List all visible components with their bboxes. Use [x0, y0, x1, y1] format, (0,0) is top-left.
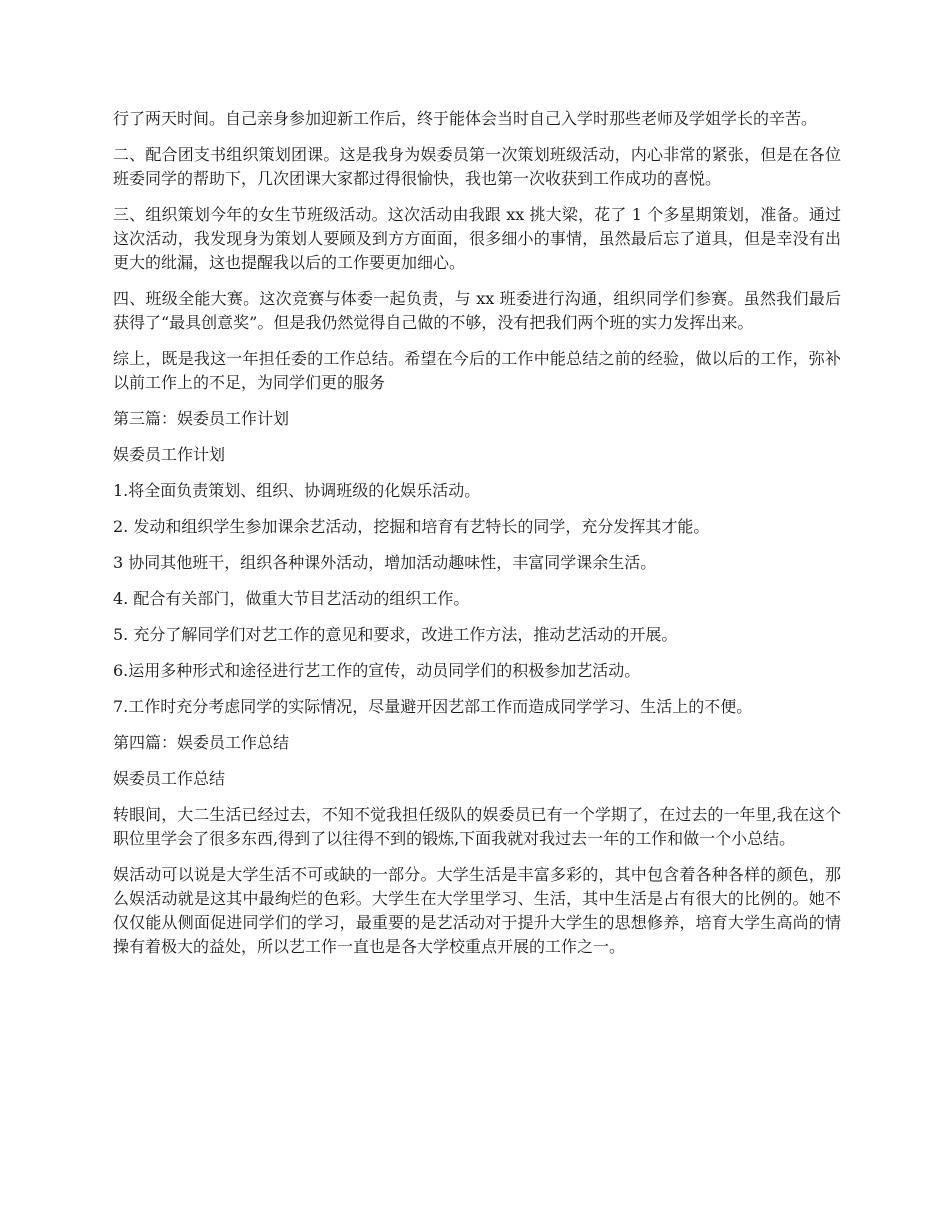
- paragraph: 行了两天时间。自己亲身参加迎新工作后，终于能体会当时自己入学时那些老师及学姐学长的辛苦。: [113, 109, 818, 128]
- list-item: 5. 充分了解同学们对艺工作的意见和要求，改进工作方法，推动艺活动的开展。: [113, 625, 678, 644]
- paragraph: 四、班级全能大赛。这次竞赛与体委一起负责，与 xx 班委进行沟通，组织同学们参赛。虽然我们最后获得了“最具创意奖”。但是我仍然觉得自己做的不够，没有把我们两个班的实力发挥出来。: [113, 289, 841, 332]
- paragraph: 综上，既是我这一年担任委的工作总结。希望在今后的工作中能总结之前的经验，做以后的工作，弥补以前工作上的不足，为同学们更的服务: [113, 349, 841, 392]
- document-body: [113, 107, 841, 971]
- paragraph: 转眼间，大二生活已经过去，不知不觉我担任级队的娱委员已有一个学期了，在过去的一年里,我在这个职位里学会了很多东西,得到了以往得不到的锻炼,下面我就对我过去一年的工作和做一个小总结。: [113, 805, 841, 848]
- section-title: 娱委员工作计划: [113, 445, 226, 464]
- section-title: 娱委员工作总结: [113, 769, 226, 788]
- list-item: 2. 发动和组织学生参加课余艺活动，挖掘和培育有艺特长的同学，充分发挥其才能。: [113, 517, 710, 536]
- paragraph: 三、组织策划今年的女生节班级活动。这次活动由我跟 xx 挑大梁，花了 1 个多星期策划，准备。通过这次活动，我发现身为策划人要顾及到方方面面，很多细小的事情，虽然最后忘了道具，但是幸没有出更大的纰漏，这也提醒我以后的工作要更加细心。: [113, 205, 841, 272]
- list-item: 1.将全面负责策划、组织、协调班级的化娱乐活动。: [113, 481, 481, 500]
- list-item: 3 协同其他班干，组织各种课外活动，增加活动趣味性，丰富同学课余生活。: [113, 553, 657, 572]
- list-item: 4. 配合有关部门，做重大节目艺活动的组织工作。: [113, 589, 470, 608]
- section-heading: 第三篇：娱委员工作计划: [113, 409, 290, 428]
- list-item: 7.工作时充分考虑同学的实际情况，尽量避开因艺部工作而造成同学学习、生活上的不便。: [113, 697, 753, 716]
- paragraph: 二、配合团支书组织策划团课。这是我身为娱委员第一次策划班级活动，内心非常的紧张，但是在各位班委同学的帮助下，几次团课大家都过得很愉快，我也第一次收获到工作成功的喜悦。: [113, 145, 841, 188]
- section-heading: 第四篇：娱委员工作总结: [113, 733, 290, 752]
- paragraph: 娱活动可以说是大学生活不可或缺的一部分。大学生活是丰富多彩的，其中包含着各种各样的颜色，那么娱活动就是这其中最绚烂的色彩。大学生在大学里学习、生活，其中生活是占有很大的比例的。她不仅仅能从侧面促进同学们的学习，最重要的是艺活动对于提升大学生的思想修养，培育大学生高尚的情操有着极大的益处，所以艺工作一直也是各大学校重点开展的工作之一。: [113, 865, 841, 956]
- list-item: 6.运用多种形式和途径进行艺工作的宣传，动员同学们的积极参加艺活动。: [113, 661, 641, 680]
